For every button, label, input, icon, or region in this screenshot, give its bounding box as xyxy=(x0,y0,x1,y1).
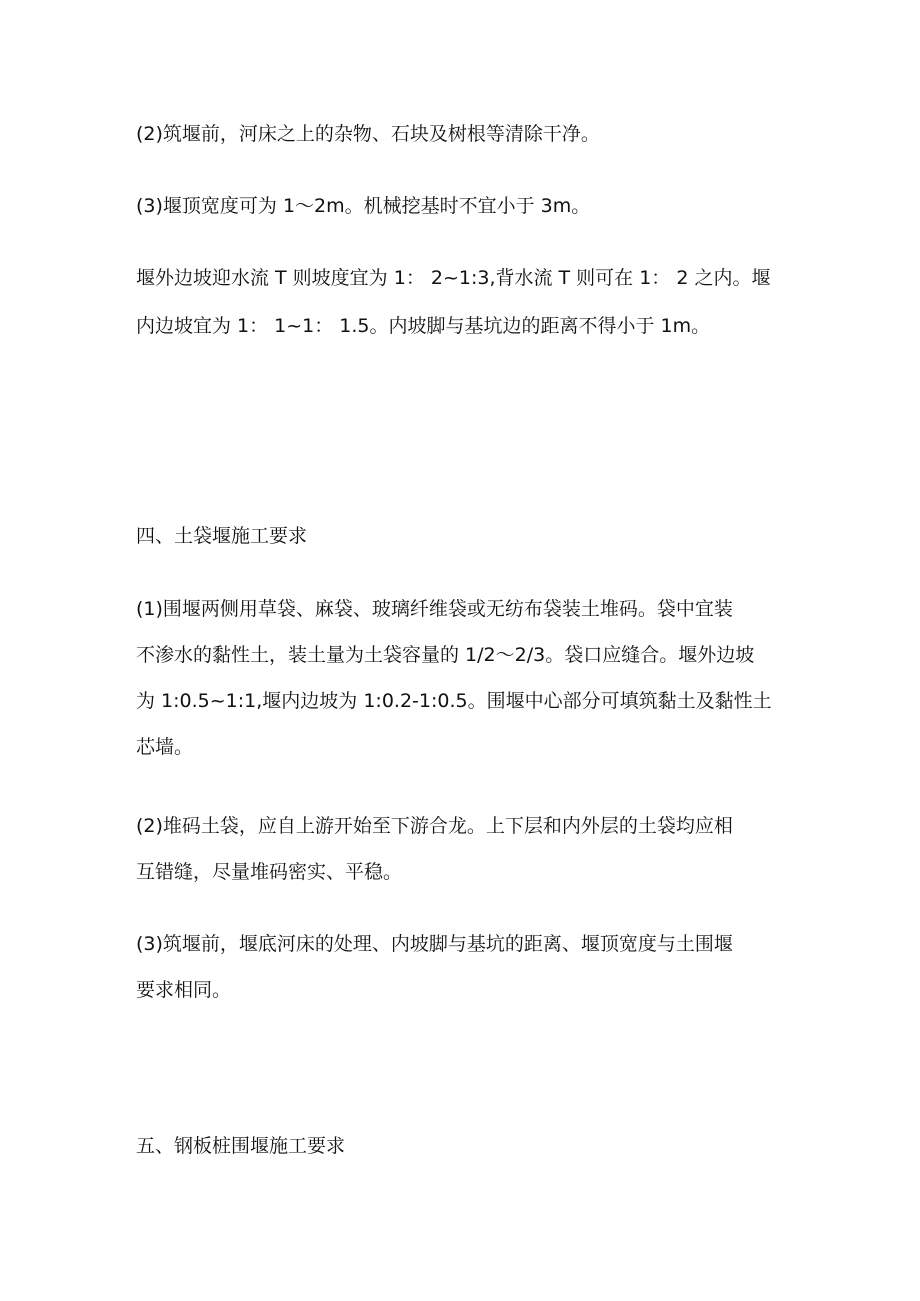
text-line: (3)筑堰前，堰底河床的处理、内坡脚与基坑的距离、堰顶宽度与土围堰 xyxy=(136,933,733,955)
text-line: (2)堆码土袋，应自上游开始至下游合龙。上下层和内外层的土袋均应相 xyxy=(136,815,733,837)
section-heading-steel-sheet-pile xyxy=(136,1126,786,1166)
heading-text: 五、钢板桩围堰施工要求 xyxy=(136,1135,346,1157)
text-line: (3)堰顶宽度可为 1～2m。机械挖基时不宜小于 3m。 xyxy=(136,195,591,217)
heading-text: 四、土袋堰施工要求 xyxy=(136,525,308,547)
text-line: 内边坡宜为 1： 1~1： 1.5。内坡脚与基坑边的距离不得小于 1m。 xyxy=(136,315,711,337)
text-line: 不渗水的黏性土，装土量为土袋容量的 1/2～2/3。袋口应缝合。堰外边坡 xyxy=(136,644,755,666)
text-line: 为 1:0.5~1:1,堰内边坡为 1:0.2-1:0.5。围堰中心部分可填筑黏土及黏性土 xyxy=(136,690,772,712)
paragraph-item-2-clear-riverbed xyxy=(136,114,786,154)
section-heading-sandbag-cofferdam xyxy=(136,516,786,556)
paragraph-sandbag-item-1 xyxy=(136,589,786,767)
text-line: 互错缝，尽量堆码密实、平稳。 xyxy=(136,861,403,883)
paragraph-sandbag-item-2 xyxy=(136,806,786,892)
paragraph-slope-requirements xyxy=(136,258,786,346)
text-line: 堰外边坡迎水流 T 则坡度宜为 1： 2~1:3,背水流 T 则可在 1： 2 之内。堰 xyxy=(136,267,771,289)
text-line: 芯墙。 xyxy=(136,736,194,758)
paragraph-sandbag-item-3 xyxy=(136,924,786,1010)
text-line: (1)围堰两侧用草袋、麻袋、玻璃纤维袋或无纺布袋装土堆码。袋中宜装 xyxy=(136,598,733,620)
text-line: 要求相同。 xyxy=(136,979,232,1001)
text-line: (2)筑堰前，河床之上的杂物、石块及树根等清除干净。 xyxy=(136,123,600,145)
paragraph-item-3-crest-width xyxy=(136,186,786,226)
